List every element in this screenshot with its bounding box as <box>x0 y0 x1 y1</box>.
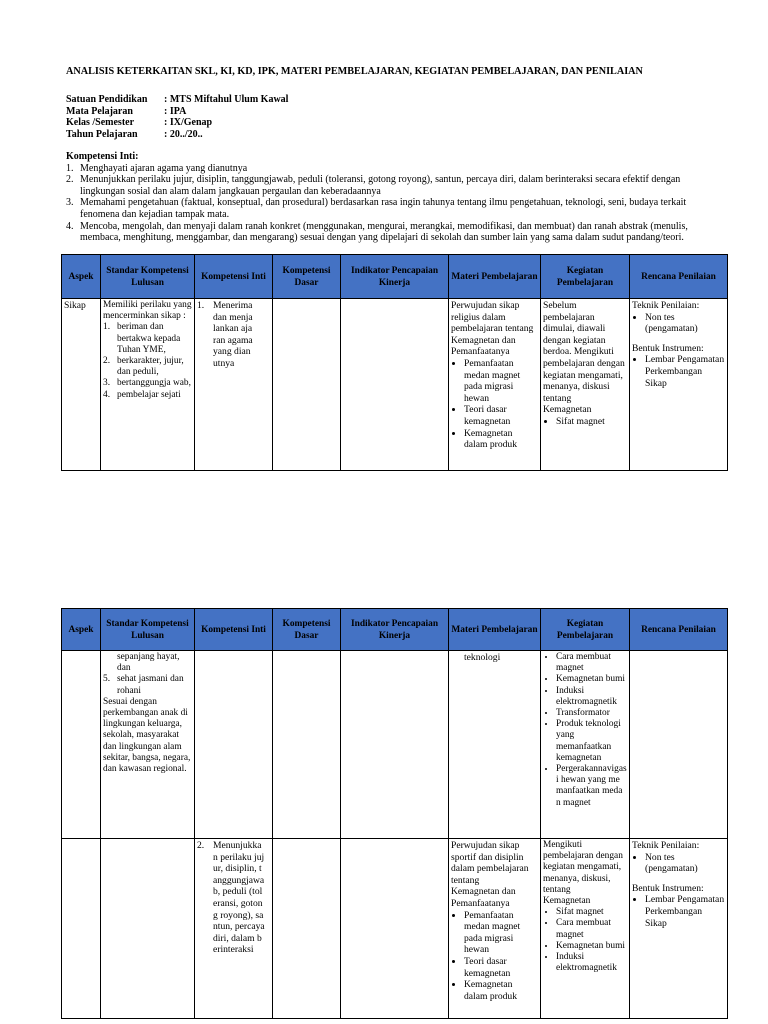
list-item: • Pemanfaatan medan magnet pada migrasi hewan <box>464 358 538 404</box>
skl-item <box>103 322 192 356</box>
header-materi: Materi Pembelajaran <box>449 609 541 651</box>
skl-text: bertanggungja wab, <box>117 378 191 389</box>
ki-text: Menunjukkan perilaku jujur, disiplin, tanggungjawab, peduli (toleransi, gotong royong), santun, percaya diri, dalam berinteraksi secara efektif dengan lingkungan sosial dan alam dalam jangkauan pergaulan dan keberadaannya <box>80 174 681 197</box>
header-indikator: Indikator Pencapaian Kinerja <box>341 255 449 299</box>
kegiatan-list <box>543 907 627 974</box>
teknik-label: Teknik Penilaian: <box>632 300 700 311</box>
header-kd: Kompetensi Dasar <box>273 255 341 299</box>
cell-skl <box>101 299 195 471</box>
list-item: • Transformator <box>556 708 627 719</box>
skl-item <box>103 674 192 696</box>
list-item: • Induksi elektromagnetik <box>556 952 627 974</box>
bentuk-list <box>632 354 725 389</box>
list-item: • Lembar Pengamatan Perkembangan Sikap <box>645 894 725 929</box>
header-kegiatan: Kegiatan Pembelajaran <box>541 609 630 651</box>
ki-heading: Kompetensi Inti: <box>66 151 139 162</box>
list-item: • Kemagnetan bumi <box>556 941 627 952</box>
header-kd: Kompetensi Dasar <box>273 609 341 651</box>
materi-list <box>451 358 538 451</box>
skl-context: Sesuai dengan perkembangan anak di lingkungan keluarga, sekolah, masyarakat dan lingkungan alam sekitar, bangsa, negara, dan kawasan regional. <box>103 696 191 775</box>
cell-materi <box>449 651 541 839</box>
kegiatan-intro: Sebelum pembelajaran dimulai, diawali dengan kegiatan berdoa. Mengikuti pembelajaran dengan kegiatan mengamati, menanya, diskusi tentang <box>543 300 625 404</box>
ki-number: 4. <box>66 220 74 232</box>
list-item: • Non tes (pengamatan) <box>645 312 725 335</box>
meta-value: : MTS Miftahul Ulum Kawal <box>164 94 289 105</box>
materi-topic: Kemagnetan dan Pemanfaatanya <box>451 334 516 358</box>
skl-text: beriman dan bertakwa kepada Tuhan YME, <box>117 322 181 355</box>
ki-text: Mencoba, mengolah, dan menyaji dalam ranah konkret (menggunakan, mengurai, merangkai, memodifikasi, dan membuat) dan ranah abstrak (menulis, membaca, menghitung, menggambar, dan mengarang) sesuai dengan yang dipelajari di sekolah dan sumber lain yang sama dalam sudut pandang/teori. <box>80 220 688 244</box>
cell-kd <box>273 651 341 839</box>
cell-indikator <box>341 299 449 471</box>
skl-item <box>103 390 192 401</box>
cell-materi <box>449 839 541 1019</box>
meta-label: Satuan Pendidikan <box>66 94 148 105</box>
cell-ki <box>195 299 273 471</box>
header-skl: Standar Kompetensi Lulusan <box>101 609 195 651</box>
bentuk-label: Bentuk Instrumen: <box>632 342 704 354</box>
cell-kd <box>273 839 341 1019</box>
cell-penilaian <box>630 299 728 471</box>
skl-number: 3. <box>103 378 111 389</box>
skl-item <box>103 356 192 378</box>
kegiatan-intro: Mengikuti pembelajaran dengan kegiatan mengamati, menanya, diskusi, tentang <box>543 840 623 895</box>
meta-value: : IX/Genap <box>164 117 213 128</box>
cell-aspek <box>62 651 101 839</box>
document-meta <box>66 94 288 140</box>
cell-skl <box>101 839 195 1019</box>
ki-number: 2. <box>66 174 74 186</box>
ki-cell-text: Menerima dan menjalankan ajaran agama yang dianutnya <box>213 300 253 369</box>
list-item: • Kemagnetan dalam produk <box>464 428 538 451</box>
list-item: • Sifat magnet <box>556 416 627 428</box>
cell-kegiatan <box>541 839 630 1019</box>
cell-aspek <box>62 839 101 1019</box>
cell-ki <box>195 651 273 839</box>
skl-number: 2. <box>103 356 111 367</box>
meta-row <box>66 106 288 118</box>
table-row <box>62 299 728 471</box>
meta-label: Kelas /Semester <box>66 117 135 128</box>
skl-number: 5. <box>103 674 111 685</box>
list-item: • Kemagnetan bumi <box>556 674 627 685</box>
materi-list <box>451 910 538 1003</box>
kegiatan-topic: Kemagnetan <box>543 404 592 416</box>
meta-label: Tahun Pelajaran <box>66 128 138 140</box>
teknik-list <box>632 852 725 875</box>
skl-item <box>103 378 192 389</box>
header-aspek: Aspek <box>62 609 101 651</box>
table-row <box>62 651 728 839</box>
cell-indikator <box>341 651 449 839</box>
header-indikator: Indikator Pencapaian Kinerja <box>341 609 449 651</box>
skl-number: 1. <box>103 322 111 333</box>
cell-kegiatan <box>541 651 630 839</box>
materi-intro: Perwujudan sikap sportif dan disiplin dalam pembelajaran tentang <box>451 840 529 886</box>
document-title: ANALISIS KETERKAITAN SKL, KI, KD, IPK, MATERI PEMBELAJARAN, KEGIATAN PEMBELAJARAN, DAN PENILAIAN <box>66 66 643 77</box>
cell-aspek: Sikap <box>62 299 101 471</box>
ki-number: 3. <box>66 197 74 209</box>
cell-ki <box>195 839 273 1019</box>
ki-cell-item <box>197 840 270 956</box>
header-ki: Kompetensi Inti <box>195 609 273 651</box>
cell-indikator <box>341 839 449 1019</box>
ki-text: Memahami pengetahuan (faktual, konseptual, dan prosedural) berdasarkan rasa ingin tahunya tentang ilmu pengetahuan, teknologi, seni, budaya terkait fenomena dan kejadian tampak mata. <box>80 197 687 220</box>
list-item: • Cara membuat magnet <box>556 918 627 940</box>
analysis-table-2 <box>61 608 728 1019</box>
ki-cell-number: 1. <box>197 300 205 311</box>
cell-kegiatan <box>541 299 630 471</box>
cell-kd <box>273 299 341 471</box>
list-item: • Kemagnetan dalam produk <box>464 979 538 1002</box>
header-kegiatan: Kegiatan Pembelajaran <box>541 255 630 299</box>
ki-text: Menghayati ajaran agama yang dianutnya <box>80 162 248 174</box>
header-ki: Kompetensi Inti <box>195 255 273 299</box>
list-item: • Teori dasar kemagnetan <box>464 956 538 979</box>
list-item: • Induksi elektromagnetik <box>556 686 627 708</box>
skl-text: sehat jasmani dan rohani <box>117 674 184 696</box>
list-item: • Teori dasar kemagnetan <box>464 404 538 427</box>
cell-materi <box>449 299 541 471</box>
list-item: • Pemanfaatan medan magnet pada migrasi hewan <box>464 910 538 956</box>
ki-item <box>66 197 726 220</box>
teknik-label: Teknik Penilaian: <box>632 840 700 851</box>
header-skl: Standar Kompetensi Lulusan <box>101 255 195 299</box>
header-penilaian: Rencana Penilaian <box>630 255 728 299</box>
table-header-row <box>62 609 728 651</box>
list-item: • Produk teknologi yang memanfaatkan kemagnetan <box>556 719 627 764</box>
kompetensi-inti <box>66 151 726 244</box>
materi-intro: Perwujudan sikap religius dalam pembelajaran tentang <box>451 300 534 335</box>
ki-number: 1. <box>66 162 74 174</box>
meta-value: : 20../20.. <box>164 128 203 140</box>
table-header-row <box>62 255 728 299</box>
cell-penilaian <box>630 839 728 1019</box>
kegiatan-topic: Kemagnetan <box>543 896 591 907</box>
meta-row <box>66 129 288 141</box>
cell-penilaian <box>630 651 728 839</box>
analysis-table-1 <box>61 254 728 471</box>
skl-text: pembelajar sejati <box>117 389 181 400</box>
header-aspek: Aspek <box>62 255 101 299</box>
meta-value: : IPA <box>164 105 187 117</box>
list-item: • Non tes (pengamatan) <box>645 852 725 875</box>
teknik-list <box>632 312 725 335</box>
ki-item <box>66 163 726 175</box>
table-row <box>62 839 728 1019</box>
skl-intro: Memiliki perilaku yang mencerminkan sikap : <box>103 300 192 322</box>
skl-number: 4. <box>103 389 111 400</box>
meta-label: Mata Pelajaran <box>66 105 133 117</box>
ki-cell-item <box>197 300 270 370</box>
materi-continued: teknologi <box>464 652 501 663</box>
materi-topic: Kemagnetan dan Pemanfaatanya <box>451 886 516 909</box>
cell-skl <box>101 651 195 839</box>
ki-item <box>66 174 726 197</box>
bentuk-label: Bentuk Instrumen: <box>632 882 704 894</box>
skl-text: berkarakter, jujur, dan peduli, <box>117 356 184 378</box>
ki-item <box>66 221 726 244</box>
meta-row <box>66 117 288 129</box>
skl-continued: sepanjang hayat, dan <box>117 652 180 674</box>
kegiatan-list <box>543 652 627 809</box>
list-item: • Cara membuat magnet <box>556 652 627 674</box>
kegiatan-list <box>543 416 627 428</box>
meta-row <box>66 94 288 106</box>
ki-cell-text: Menunjukkan perilaku jujur, disiplin, tanggungjawab, peduli (toleransi, gotong royong), santun, percaya diri, dalam berinteraksi <box>213 840 265 956</box>
list-item: • Sifat magnet <box>556 907 627 918</box>
header-penilaian: Rencana Penilaian <box>630 609 728 651</box>
ki-cell-number: 2. <box>197 840 205 851</box>
list-item: • Lembar Pengamatan Perkembangan Sikap <box>645 354 725 389</box>
header-materi: Materi Pembelajaran <box>449 255 541 299</box>
list-item: • Pergerakannavigasi hewan yang memanfaatkan medan magnet <box>556 764 627 809</box>
bentuk-list <box>632 894 725 929</box>
